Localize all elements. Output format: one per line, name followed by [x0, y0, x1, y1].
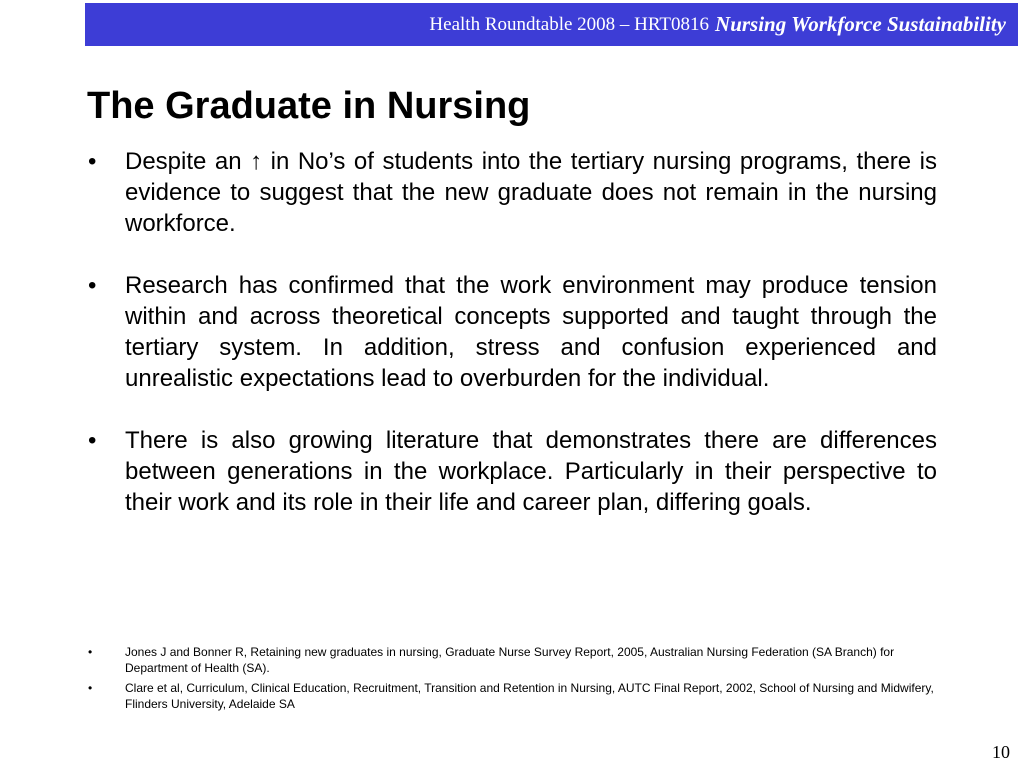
- bullet-text: Despite an ↑ in No’s of students into the tertiary nursing programs, there is evidence to suggest that the new graduate does not remain in the nursing workforce.: [125, 148, 937, 237]
- reference-item: [88, 680, 937, 712]
- slide-title: The Graduate in Nursing: [87, 85, 531, 127]
- page-number: 10: [992, 742, 1010, 762]
- header-event-label: Health Roundtable 2008 – HRT0816: [429, 13, 710, 35]
- reference-text: Jones J and Bonner R, Retaining new graduates in nursing, Graduate Nurse Survey Report, 2005, Australian Nursing Federation (SA Branch) for Department of Health (SA).: [125, 645, 895, 675]
- reference-marker: •: [88, 681, 93, 695]
- reference-list: [88, 644, 937, 712]
- reference-item: [88, 644, 937, 676]
- bullet-marker: •: [88, 148, 97, 175]
- header-topic-label: Nursing Workforce Sustainability: [715, 12, 1006, 36]
- reference-marker: •: [88, 645, 93, 659]
- bullet-text: Research has confirmed that the work environment may produce tension within and across theoretical concepts supported and taught through the tertiary system. In addition, stress and confusion experienced and unrealistic expectations lead to overburden for the individual.: [125, 272, 937, 392]
- bullet-item: [88, 425, 937, 518]
- reference-text: Clare et al, Curriculum, Clinical Education, Recruitment, Transition and Retention in Nursing, AUTC Final Report, 2002, School of Nursing and Midwifery, Flinders University, Adelaide SA: [125, 681, 934, 711]
- bullet-item: [88, 146, 937, 239]
- bullet-marker: •: [88, 272, 97, 299]
- header-bar: [85, 3, 1018, 46]
- bullet-item: [88, 270, 937, 394]
- bullet-list: [88, 146, 937, 518]
- bullet-text: There is also growing literature that demonstrates there are differences between generations in the workplace. Particularly in their perspective to their work and its role in their life and career plan, differing goals.: [125, 427, 937, 516]
- bullet-marker: •: [88, 427, 97, 454]
